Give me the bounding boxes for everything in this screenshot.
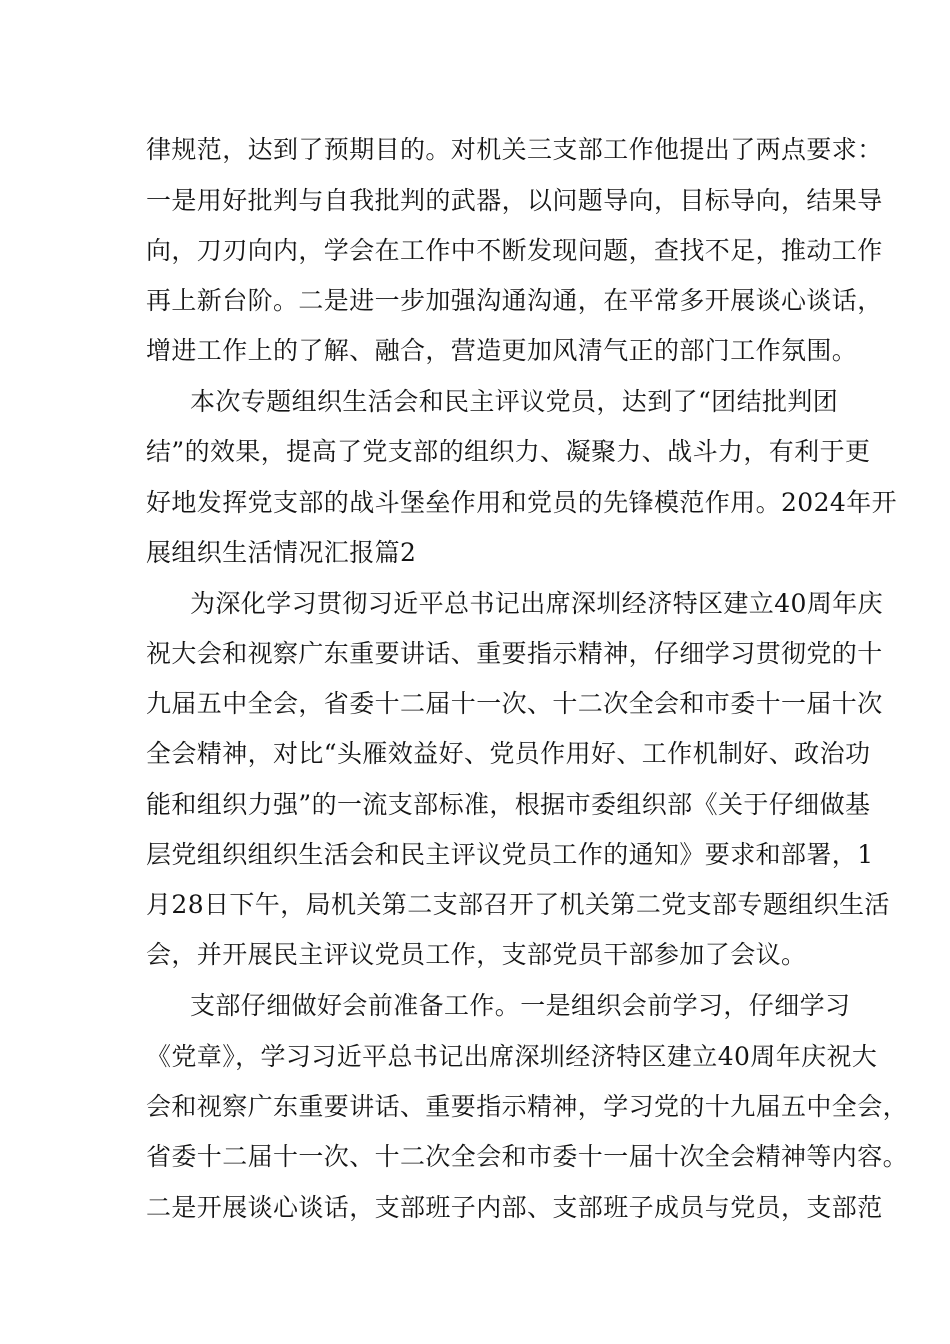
text-line-2: 一是用好批判与自我批判的武器，以问题导向，目标导向，结果导 <box>146 186 883 215</box>
text-line-21: 省委十二届十一次、十二次全会和市委十一届十次全会精神等内容。 <box>146 1142 909 1171</box>
text-line-4: 再上新台阶。二是进一步加强沟通沟通，在平常多开展谈心谈话， <box>146 286 883 315</box>
paragraph-first-line: 本次专题组织生活会和民主评议党员，达到了“团结批判团 <box>190 387 839 416</box>
text-line-7: 结”的效果，提高了党支部的组织力、凝聚力、战斗力，有利于更 <box>146 437 871 466</box>
text-line-19: 《党章》，学习习近平总书记出席深圳经济特区建立40周年庆祝大 <box>146 1042 878 1071</box>
text-line-5: 增进工作上的了解、融合，营造更加风清气正的部门工作氛围。 <box>146 336 858 365</box>
paragraph-first-line: 支部仔细做好会前准备工作。一是组织会前学习，仔细学习 <box>190 991 851 1020</box>
text-line-12: 九届五中全会，省委十二届十一次、十二次全会和市委十一届十次 <box>146 689 883 718</box>
text-line-20: 会和视察广东重要讲话、重要指示精神，学习党的十九届五中全会， <box>146 1092 909 1121</box>
text-line-22: 二是开展谈心谈话，支部班子内部、支部班子成员与党员，支部范 <box>146 1193 883 1222</box>
text-line-16: 月28日下午，局机关第二支部召开了机关第二党支部专题组织生活 <box>146 890 890 919</box>
text-line-3: 向，刀刃向内，学会在工作中不断发现问题，查找不足，推动工作 <box>146 236 883 265</box>
text-line-11: 祝大会和视察广东重要讲话、重要指示精神，仔细学习贯彻党的十 <box>146 639 883 668</box>
text-line-17: 会，并开展民主评议党员工作，支部党员干部参加了会议。 <box>146 940 807 969</box>
section-heading-line: 展组织生活情况汇报篇2 <box>146 538 417 567</box>
text-line-13: 全会精神，对比“头雁效益好、党员作用好、工作机制好、政治功 <box>146 739 871 768</box>
text-line-1: 律规范，达到了预期目的。对机关三支部工作他提出了两点要求： <box>146 135 883 164</box>
text-line-14: 能和组织力强”的一流支部标准，根据市委组织部《关于仔细做基 <box>146 790 871 819</box>
text-line-15: 层党组织组织生活会和民主评议党员工作的通知》要求和部署，1 <box>146 840 874 869</box>
text-line-8: 好地发挥党支部的战斗堡垒作用和党员的先锋模范作用。2024年开 <box>146 488 898 517</box>
paragraph-first-line: 为深化学习贯彻习近平总书记出席深圳经济特区建立40周年庆 <box>190 589 884 618</box>
